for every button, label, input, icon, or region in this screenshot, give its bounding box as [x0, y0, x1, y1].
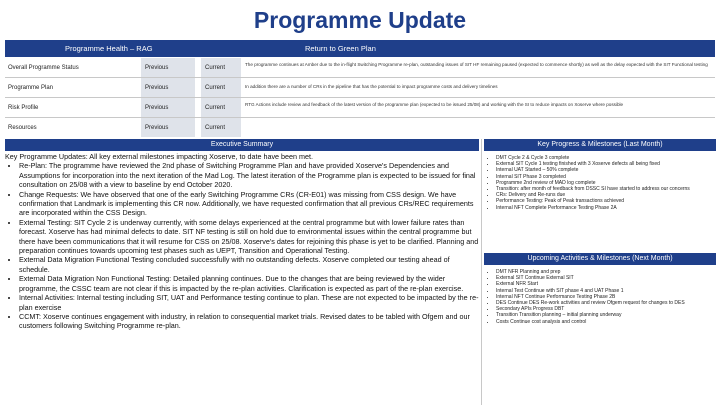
list-item: • Internal UAT Started – 50% complete: [496, 167, 716, 173]
list-item: • Performance Testing: Peak of Peak transactions achieved: [496, 198, 716, 204]
previous-status: Previous: [141, 58, 195, 77]
rag-row-plan: [5, 78, 715, 98]
rag-note: In addition there are a number of CRs in the pipeline that has the potential to impact programme costs and delivery timelines: [245, 84, 498, 90]
list-item: • Secondary APIs Progress DBT: [496, 306, 716, 312]
previous-status: Previous: [141, 78, 195, 97]
rag-header: [5, 40, 715, 57]
executive-summary: [5, 152, 479, 402]
rag-health-heading: Programme Health – RAG: [65, 44, 153, 53]
rag-note: The programme continues at Amber due to the in-flight Switching Programme re-plan, outstanding issues of SIT HF remaining paused (expected to commence shortly) as well as the delay expected with the SIT Functional testing: [245, 62, 708, 67]
current-status: Current: [201, 118, 241, 137]
list-item: • Programme 2nd review of MAD log complete: [496, 180, 716, 186]
list-item: • CRs: Delivery and Re-runs due: [496, 192, 716, 198]
summary-bullet-ccmt: • CCMT: Xoserve continues engagement with industry, in relation to consequential market trials. Revised dates to be tabled with Ofgem and our customers following Switching Programme re-plan.: [19, 312, 479, 331]
previous-status: Previous: [141, 98, 195, 117]
list-item: • Internal NFT Continue Performance Testing Phase 2B: [496, 294, 716, 300]
summary-bullet-change-requests: • Change Requests: We have observed that one of the early Switching Programme CRs (CR-E01) was missing from CSS design. We have confirmation that Landmark is implementing this CR now. Additionally, we have requested confirmation that all previous CRs/REC requirements are incorporated within the CSS Design.: [19, 190, 479, 218]
list-item: • External NFR Start: [496, 281, 716, 287]
page-title: Programme Update: [253, 7, 467, 33]
list-item: • DMT Cycle 2 & Cycle 3 complete: [496, 155, 716, 161]
current-status: Current: [201, 98, 241, 117]
current-status: Current: [201, 58, 241, 77]
summary-bullets: [5, 161, 479, 330]
current-status: Current: [201, 78, 241, 97]
list-item: • Transition Transition planning – initial planning underway: [496, 312, 716, 318]
summary-bullet-external-testing: • External Testing: SIT Cycle 2 is underway currently, with some delays experienced at the central programme but with lower failure rates than forecast. Xoserve has had minimal defects to date. SIT NF testing is still on hold due to environmental issues within the central programme but there have been communications that it will resume for CSS on 25/08. Xoserve's dates for rejoining this phase is yet to be clarified. Planning and preparation continues towards upcoming test phases such as UEPT, Transition and Operational Testing.: [19, 218, 479, 256]
summary-intro: Key Programme Updates: All key external milestones impacting Xoserve, to date have been met.: [5, 152, 314, 161]
summary-bullet-internal: • Internal Activities: Internal testing including SIT, UAT and Performance testing continue to plan. These are not expected to be impacted by the re-plan exercise: [19, 293, 479, 312]
list-item: • Costs Continue cost analysis and control: [496, 319, 716, 325]
list-item: • Transition: after month of feedback from DSSC SI have started to address our concerns: [496, 186, 716, 192]
previous-status: Previous: [141, 118, 195, 137]
rag-row-overall: [5, 58, 715, 78]
summary-bullet-replan: • Re-Plan: The programme have reviewed the 2nd phase of Switching Programme Plan and have provided Xoserve's Dependencies and Assumptions for incorporation into the next iteration of the Mad Log. The latest iteration of the Programme plan is expected to be issued for final consultation on 25/08 with a view to baseline by end October 2020.: [19, 161, 479, 189]
list-item: • Internal Test Continue with SIT phase 4 and UAT Phase 1: [496, 288, 716, 294]
executive-summary-header: Executive Summary: [5, 139, 479, 151]
list-item: • DES Continue DES Re-work activities and review Ofgem request for changes to DES: [496, 300, 716, 306]
column-divider: [481, 139, 482, 405]
summary-bullet-dm-functional: • External Data Migration Functional Testing concluded successfully with no outstanding defects. Xoserve completed our testing ahead of schedule.: [19, 255, 479, 274]
upcoming-list: [484, 269, 716, 325]
rag-note: RTG Actions include review and feedback of the latest version of the programme plan (expected to be issued 25/08) and working with the SI to reduce impacts on Xoserve where possible: [245, 102, 624, 107]
rag-note: [245, 118, 713, 137]
list-item: • DMT NFR Planning and prep: [496, 269, 716, 275]
summary-bullet-dm-non-functional: • External Data Migration Non Functional Testing: Detailed planning continues. Due to the changes that are being reviewed by the wider programme, the CSSC team are not clear if this is impacted by the re-plan activities. Clarification is expected as part of the re-plan exercise.: [19, 274, 479, 293]
list-item: • Internal NFT Complete Performance Testing Phase 2A: [496, 205, 716, 211]
list-item: • External SIT Cycle 1 testing finished with 3 Xoserve defects all being fixed: [496, 161, 716, 167]
rag-row-label: Resources: [8, 124, 37, 131]
progress-list: [484, 155, 716, 211]
progress-header: Key Progress & Milestones (Last Month): [484, 139, 716, 151]
rag-row-label: Overall Programme Status: [8, 64, 79, 71]
list-item: • Internal SIT Phase 3 completed: [496, 174, 716, 180]
rag-row-resources: [5, 118, 715, 137]
list-item: • External SIT Continue External SIT: [496, 275, 716, 281]
rag-row-label: Risk Profile: [8, 104, 39, 111]
upcoming-header: Upcoming Activities & Milestones (Next Month): [484, 253, 716, 265]
rag-row-risk: [5, 98, 715, 118]
rag-row-label: Programme Plan: [8, 84, 54, 91]
return-to-green-heading: Return to Green Plan: [305, 44, 376, 53]
